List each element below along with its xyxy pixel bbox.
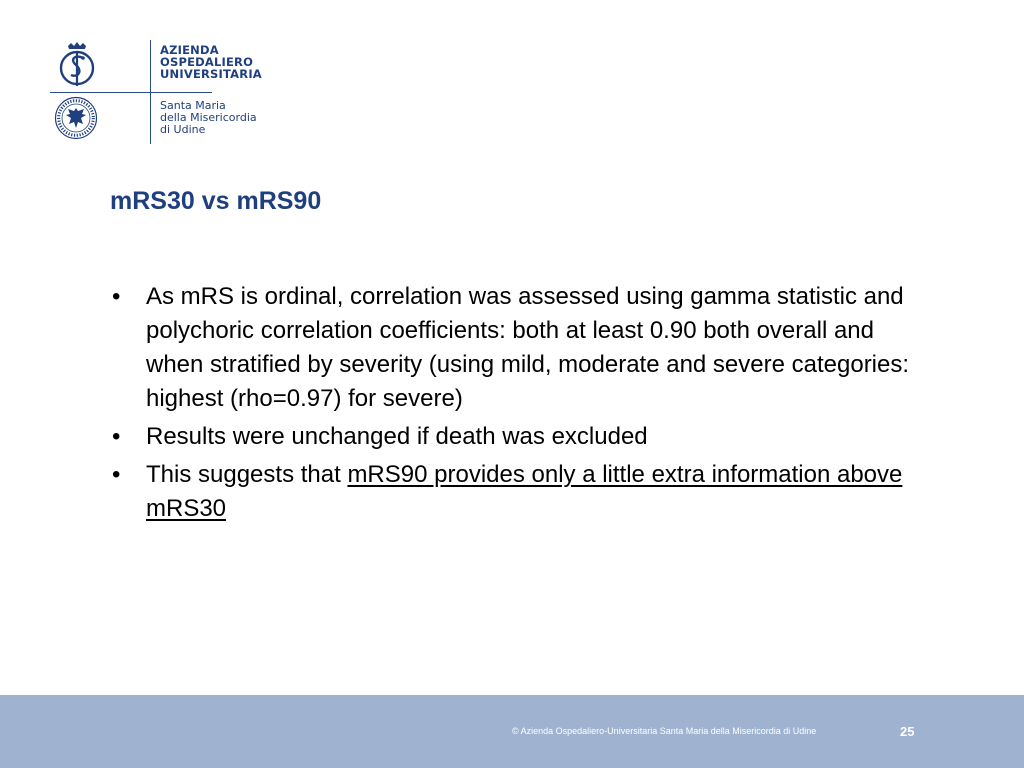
logo-org-line: AZIENDA [160,43,219,57]
footer-copyright: © Azienda Ospedaliero-Universitaria Santa Maria della Misericordia di Udine [512,726,817,736]
bullet-marker: • [112,423,121,450]
bullet-marker: • [112,461,121,488]
bullet-item [110,280,916,416]
page-number: 25 [900,724,915,739]
bullet-text: Results were unchanged if death was excluded [146,423,648,450]
logo-site-line: di Udine [160,123,206,136]
bullet-text: As mRS is ordinal, correlation was assessed using gamma statistic and polychoric correlation coefficients: both at least 0.90 both overall and when stratified by severity (using mild, moderate and severe categories: highest (rho=0.97) for severe) [146,283,910,412]
logo-site-name [160,100,257,136]
bullet-item [110,458,916,526]
logo-org-line: OSPEDALIERO [160,55,254,69]
university-seal-icon [54,96,98,140]
hospital-logo [50,40,262,144]
bullet-marker: • [112,283,121,310]
bullet-text-emphasis: mRS90 provides only a little extra information above mRS30 [146,461,903,522]
logo-divider-horizontal [50,92,212,93]
bullet-list [110,280,930,526]
logo-org-name [160,44,262,80]
logo-site-line: della Misericordia [160,111,257,124]
footer-bar [0,695,1024,768]
logo-site-line: Santa Maria [160,99,226,112]
bullet-item [110,420,916,454]
bullet-text-prefix: This suggests that [146,461,348,488]
slide-content [110,280,930,530]
slide-title: mRS30 vs mRS90 [110,187,322,215]
logo-org-line: UNIVERSITARIA [160,67,262,81]
caduceus-emblem-icon [56,42,98,88]
